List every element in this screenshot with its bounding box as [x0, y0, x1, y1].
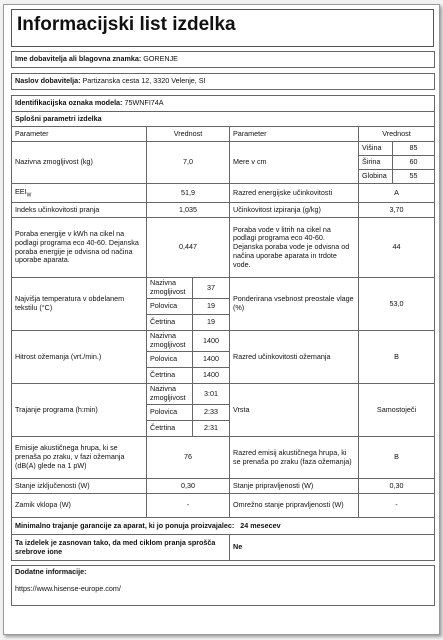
supplier-label: Ime dobavitelja ali blagovna znamka: — [15, 54, 142, 64]
dimensions-label: Mere v cm — [230, 142, 359, 184]
duration-quarter-value: 2:31 — [193, 421, 230, 437]
temp-load-quarter: Četrtina — [147, 315, 193, 331]
product-sheet — [3, 4, 440, 635]
spin-full-value: 1400 — [193, 331, 230, 352]
warranty-label: Minimalno trajanje garancije za aparat, ki jo ponuja proizvajalec: — [15, 520, 235, 530]
water-consumption-label: Poraba vode v litrih na cikel na podlagi programa eco 40-60. Dejanska poraba vode je odvisna od načina uporabe aparata in trdote vode. — [230, 218, 359, 278]
temperature-label: Najvišja temperatura v obdelanem tekstilu (°C) — [12, 278, 147, 331]
rinsing-label: Učinkovitost izpiranja (g/kg) — [230, 203, 359, 218]
noise-value: 76 — [147, 437, 230, 479]
eei-sub: W — [26, 192, 32, 199]
rinsing-value: 3,70 — [359, 203, 435, 218]
washing-index-value: 1,035 — [147, 203, 230, 218]
spin-load-half: Polovica — [147, 352, 193, 368]
spin-quarter-value: 1400 — [193, 368, 230, 384]
capacity-label: Nazivna zmogljivost (kg) — [12, 142, 147, 184]
height-value: 85 — [393, 142, 435, 156]
height-label: Višina — [359, 142, 393, 156]
warranty-row — [12, 518, 435, 535]
eei-label — [12, 184, 147, 203]
address-label: Naslov dobavitelja: — [15, 76, 81, 86]
value-header-left: Vrednost — [147, 127, 230, 142]
eei-text: EEI — [15, 186, 27, 196]
duration-label: Trajanje programa (h:min) — [12, 384, 147, 437]
spin-half-value: 1400 — [193, 352, 230, 368]
model-row — [12, 96, 435, 112]
spin-class-value: B — [359, 331, 435, 384]
spin-class-label: Razred učinkovitosti ožemanja — [230, 331, 359, 384]
type-label: Vrsta — [230, 384, 359, 437]
standby-label: Stanje pripravljenosti (W) — [230, 479, 359, 494]
moisture-value: 53,0 — [359, 278, 435, 331]
network-standby-value: - — [359, 494, 435, 518]
width-value: 60 — [393, 156, 435, 170]
additional-info-label: Dodatne informacije: — [15, 567, 87, 576]
noise-class-value: B — [359, 437, 435, 479]
off-mode-value: 0,30 — [147, 479, 230, 494]
warranty-value: 24 mesecev — [240, 520, 281, 530]
moisture-label: Ponderirana vsebnost preostale vlage (%) — [230, 278, 359, 331]
width-label: Širina — [359, 156, 393, 170]
energy-consumption-label: Poraba energije v kWh na cikel na podlagi programa eco 40-60. Dejanska poraba energije je odvisna od načina uporabe aparata. — [12, 218, 147, 278]
standby-value: 0,30 — [359, 479, 435, 494]
temp-half-value: 19 — [193, 299, 230, 315]
address-row — [12, 74, 435, 90]
off-mode-label: Stanje izključenosti (W) — [12, 479, 147, 494]
website-link[interactable]: https://www.hisense-europe.com/ — [15, 583, 121, 593]
supplier-value: GORENJE — [143, 54, 178, 64]
capacity-value: 7,0 — [147, 142, 230, 184]
delay-start-value: - — [147, 494, 230, 518]
duration-half-value: 2:33 — [193, 405, 230, 421]
noise-label: Emisije akustičnega hrupa, ki se prenaša po zraku, v fazi ožemanja (dB(A) glede na 1 pW) — [12, 437, 147, 479]
supplier-row — [12, 52, 435, 68]
silver-ions-value: Ne — [230, 535, 435, 561]
duration-full-value: 3:01 — [193, 384, 230, 405]
product-info-table — [11, 51, 435, 606]
duration-load-half: Polovica — [147, 405, 193, 421]
silver-ions-label: Ta izdelek je zasnovan tako, da med ciklom pranja sprošča srebrove ione — [12, 535, 230, 561]
temp-load-full: Nazivna zmogljivost — [147, 278, 193, 299]
param-header-left: Parameter — [12, 127, 147, 142]
energy-consumption-value: 0,447 — [147, 218, 230, 278]
water-consumption-value: 44 — [359, 218, 435, 278]
temp-full-value: 37 — [193, 278, 230, 299]
energy-class-label: Razred energijske učinkovitosti — [230, 184, 359, 203]
spin-load-quarter: Četrtina — [147, 368, 193, 384]
spin-load-full: Nazivna zmogljivost — [147, 331, 193, 352]
additional-info — [12, 566, 435, 606]
value-header-right: Vrednost — [359, 127, 435, 142]
type-value: Samostoječi — [359, 384, 435, 437]
network-standby-label: Omrežno stanje pripravljenosti (W) — [230, 494, 359, 518]
model-label: Identifikacijska oznaka modela: — [15, 98, 123, 108]
energy-class-value: A — [359, 184, 435, 203]
eei-value: 51,9 — [147, 184, 230, 203]
noise-class-label: Razred emisij akustičnega hrupa, ki se prenaša po zraku (faza ožemanja) — [230, 437, 359, 479]
spin-speed-label: Hitrost ožemanja (vrt./min.) — [12, 331, 147, 384]
param-header-right: Parameter — [230, 127, 359, 142]
washing-index-label: Indeks učinkovitosti pranja — [12, 203, 147, 218]
duration-load-full: Nazivna zmogljivost — [147, 384, 193, 405]
temp-load-half: Polovica — [147, 299, 193, 315]
duration-load-quarter: Četrtina — [147, 421, 193, 437]
depth-value: 55 — [393, 170, 435, 184]
model-value: 75WNFI74A — [124, 98, 164, 108]
general-params-heading: Splošni parametri izdelka — [12, 112, 435, 127]
address-value: Partizanska cesta 12, 3320 Velenje, SI — [82, 76, 206, 86]
delay-start-label: Zamik vklopa (W) — [12, 494, 147, 518]
temp-quarter-value: 19 — [193, 315, 230, 331]
depth-label: Globina — [359, 170, 393, 184]
page-title: Informacijski list izdelka — [11, 9, 434, 47]
